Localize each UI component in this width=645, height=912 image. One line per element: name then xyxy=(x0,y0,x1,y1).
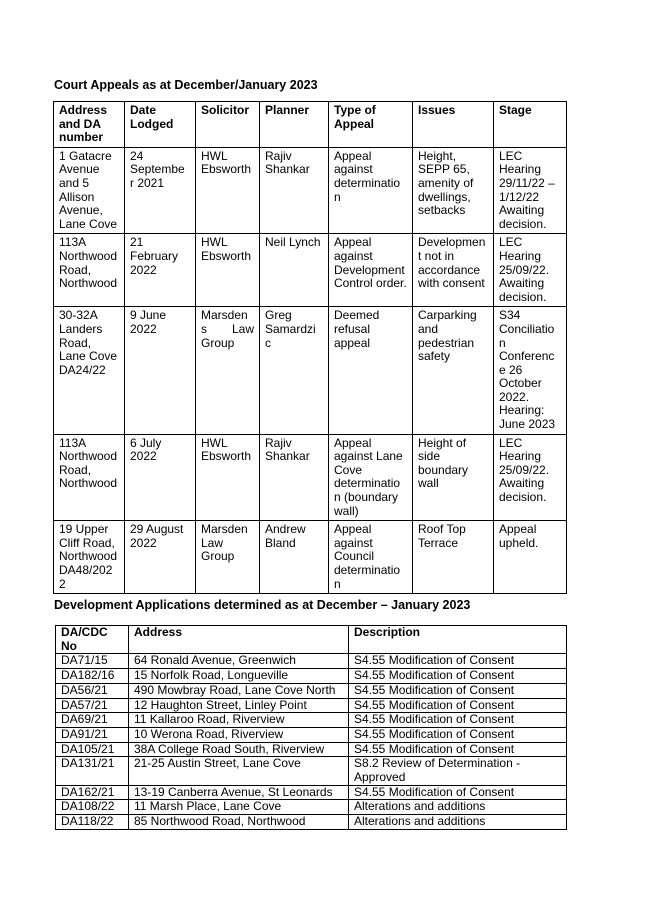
column-header-address: Address xyxy=(129,626,349,654)
address-cell: 1 Gatacre Avenue and 5 Allison Avenue, Lane Cove xyxy=(54,147,125,234)
stage-cell: LEC Hearing 25/09/22. Awaiting decision. xyxy=(494,434,567,521)
table-row xyxy=(56,654,567,669)
address-cell: 12 Haughton Street, Linley Point xyxy=(129,698,349,713)
court-appeals-heading: Court Appeals as at December/January 2023 xyxy=(54,78,318,92)
address-cell: 38A College Road South, Riverview xyxy=(129,742,349,757)
description-cell: S4.55 Modification of Consent xyxy=(349,785,567,800)
description-cell: S8.2 Review of Determination - Approved xyxy=(349,757,567,785)
column-header-planner: Planner xyxy=(260,102,329,148)
table-row xyxy=(54,307,567,434)
da-number-cell: DA131/21 xyxy=(56,757,129,785)
table-row xyxy=(56,698,567,713)
da-number-cell: DA118/22 xyxy=(56,815,129,830)
table-row xyxy=(56,713,567,728)
table-row xyxy=(56,683,567,698)
stage-cell: Appeal upheld. xyxy=(494,521,567,594)
solicitor-cell: HWL Ebsworth xyxy=(196,147,260,234)
solicitor-cell: Marsden s Law Group xyxy=(196,307,260,434)
description-cell: Alterations and additions xyxy=(349,815,567,830)
development-applications-table xyxy=(55,625,567,830)
type-cell: Deemed refusal appeal xyxy=(329,307,413,434)
table-row xyxy=(56,785,567,800)
da-number-cell: DA108/22 xyxy=(56,800,129,815)
address-cell: 64 Ronald Avenue, Greenwich xyxy=(129,654,349,669)
table-header-row xyxy=(54,102,567,148)
table-row xyxy=(56,727,567,742)
description-cell: Alterations and additions xyxy=(349,800,567,815)
planner-cell: Rajiv Shankar xyxy=(260,147,329,234)
column-header-solicitor: Solicitor xyxy=(196,102,260,148)
address-cell: 30-32A Landers Road, Lane Cove DA24/22 xyxy=(54,307,125,434)
address-cell: 15 Norfolk Road, Longueville xyxy=(129,669,349,684)
planner-cell: Rajiv Shankar xyxy=(260,434,329,521)
issues-cell: Height, SEPP 65, amenity of dwellings, setbacks xyxy=(413,147,494,234)
table-row xyxy=(56,757,567,785)
da-number-cell: DA56/21 xyxy=(56,683,129,698)
da-number-cell: DA57/21 xyxy=(56,698,129,713)
planner-cell: Neil Lynch xyxy=(260,234,329,307)
column-header-stage: Stage xyxy=(494,102,567,148)
address-cell: 11 Marsh Place, Lane Cove xyxy=(129,800,349,815)
date-cell: 24 Septembe r 2021 xyxy=(125,147,196,234)
description-cell: S4.55 Modification of Consent xyxy=(349,742,567,757)
table-row xyxy=(54,147,567,234)
table-row xyxy=(54,521,567,594)
solicitor-cell: HWL Ebsworth xyxy=(196,434,260,521)
column-header-da-cdc-no: DA/CDC No xyxy=(56,626,129,654)
da-number-cell: DA69/21 xyxy=(56,713,129,728)
planner-cell: Andrew Bland xyxy=(260,521,329,594)
table-row xyxy=(56,800,567,815)
date-cell: 29 August 2022 xyxy=(125,521,196,594)
table-header-row xyxy=(56,626,567,654)
description-cell: S4.55 Modification of Consent xyxy=(349,683,567,698)
address-cell: 85 Northwood Road, Northwood xyxy=(129,815,349,830)
issues-cell: Carparking and pedestrian safety xyxy=(413,307,494,434)
stage-cell: S34 Conciliatio n Conferenc e 26 October 2022. Hearing: June 2023 xyxy=(494,307,567,434)
column-header-type-of-appeal: Type of Appeal xyxy=(329,102,413,148)
development-applications-heading: Development Applications determined as at December – January 2023 xyxy=(54,598,471,612)
da-number-cell: DA162/21 xyxy=(56,785,129,800)
address-cell: 19 Upper Cliff Road, Northwood DA48/202 2 xyxy=(54,521,125,594)
description-cell: S4.55 Modification of Consent xyxy=(349,698,567,713)
table-row xyxy=(56,669,567,684)
da-number-cell: DA105/21 xyxy=(56,742,129,757)
description-cell: S4.55 Modification of Consent xyxy=(349,727,567,742)
description-cell: S4.55 Modification of Consent xyxy=(349,713,567,728)
da-number-cell: DA71/15 xyxy=(56,654,129,669)
court-appeals-table xyxy=(53,101,567,594)
column-header-issues: Issues xyxy=(413,102,494,148)
table-row xyxy=(56,742,567,757)
address-cell: 113A Northwood Road, Northwood xyxy=(54,434,125,521)
da-number-cell: DA91/21 xyxy=(56,727,129,742)
da-number-cell: DA182/16 xyxy=(56,669,129,684)
date-cell: 21 February 2022 xyxy=(125,234,196,307)
description-cell: S4.55 Modification of Consent xyxy=(349,654,567,669)
type-cell: Appeal against determinatio n xyxy=(329,147,413,234)
table-row xyxy=(54,434,567,521)
stage-cell: LEC Hearing 25/09/22. Awaiting decision. xyxy=(494,234,567,307)
column-header-address: Address and DA number xyxy=(54,102,125,148)
column-header-description: Description xyxy=(349,626,567,654)
column-header-date-lodged: Date Lodged xyxy=(125,102,196,148)
planner-cell: Greg Samardzi c xyxy=(260,307,329,434)
type-cell: Appeal against Development Control order. xyxy=(329,234,413,307)
table-row xyxy=(56,815,567,830)
date-cell: 9 June 2022 xyxy=(125,307,196,434)
address-cell: 113A Northwood Road, Northwood xyxy=(54,234,125,307)
date-cell: 6 July 2022 xyxy=(125,434,196,521)
address-cell: 11 Kallaroo Road, Riverview xyxy=(129,713,349,728)
address-cell: 490 Mowbray Road, Lane Cove North xyxy=(129,683,349,698)
solicitor-cell: Marsden Law Group xyxy=(196,521,260,594)
address-cell: 13-19 Canberra Avenue, St Leonards xyxy=(129,785,349,800)
type-cell: Appeal against Lane Cove determinatio n (boundary wall) xyxy=(329,434,413,521)
table-row xyxy=(54,234,567,307)
issues-cell: Developmen t not in accordance with consent xyxy=(413,234,494,307)
type-cell: Appeal against Council determinatio n xyxy=(329,521,413,594)
issues-cell: Roof Top Terrace xyxy=(413,521,494,594)
address-cell: 21-25 Austin Street, Lane Cove xyxy=(129,757,349,785)
issues-cell: Height of side boundary wall xyxy=(413,434,494,521)
description-cell: S4.55 Modification of Consent xyxy=(349,669,567,684)
address-cell: 10 Werona Road, Riverview xyxy=(129,727,349,742)
stage-cell: LEC Hearing 29/11/22 – 1/12/22 Awaiting decision. xyxy=(494,147,567,234)
solicitor-cell: HWL Ebsworth xyxy=(196,234,260,307)
